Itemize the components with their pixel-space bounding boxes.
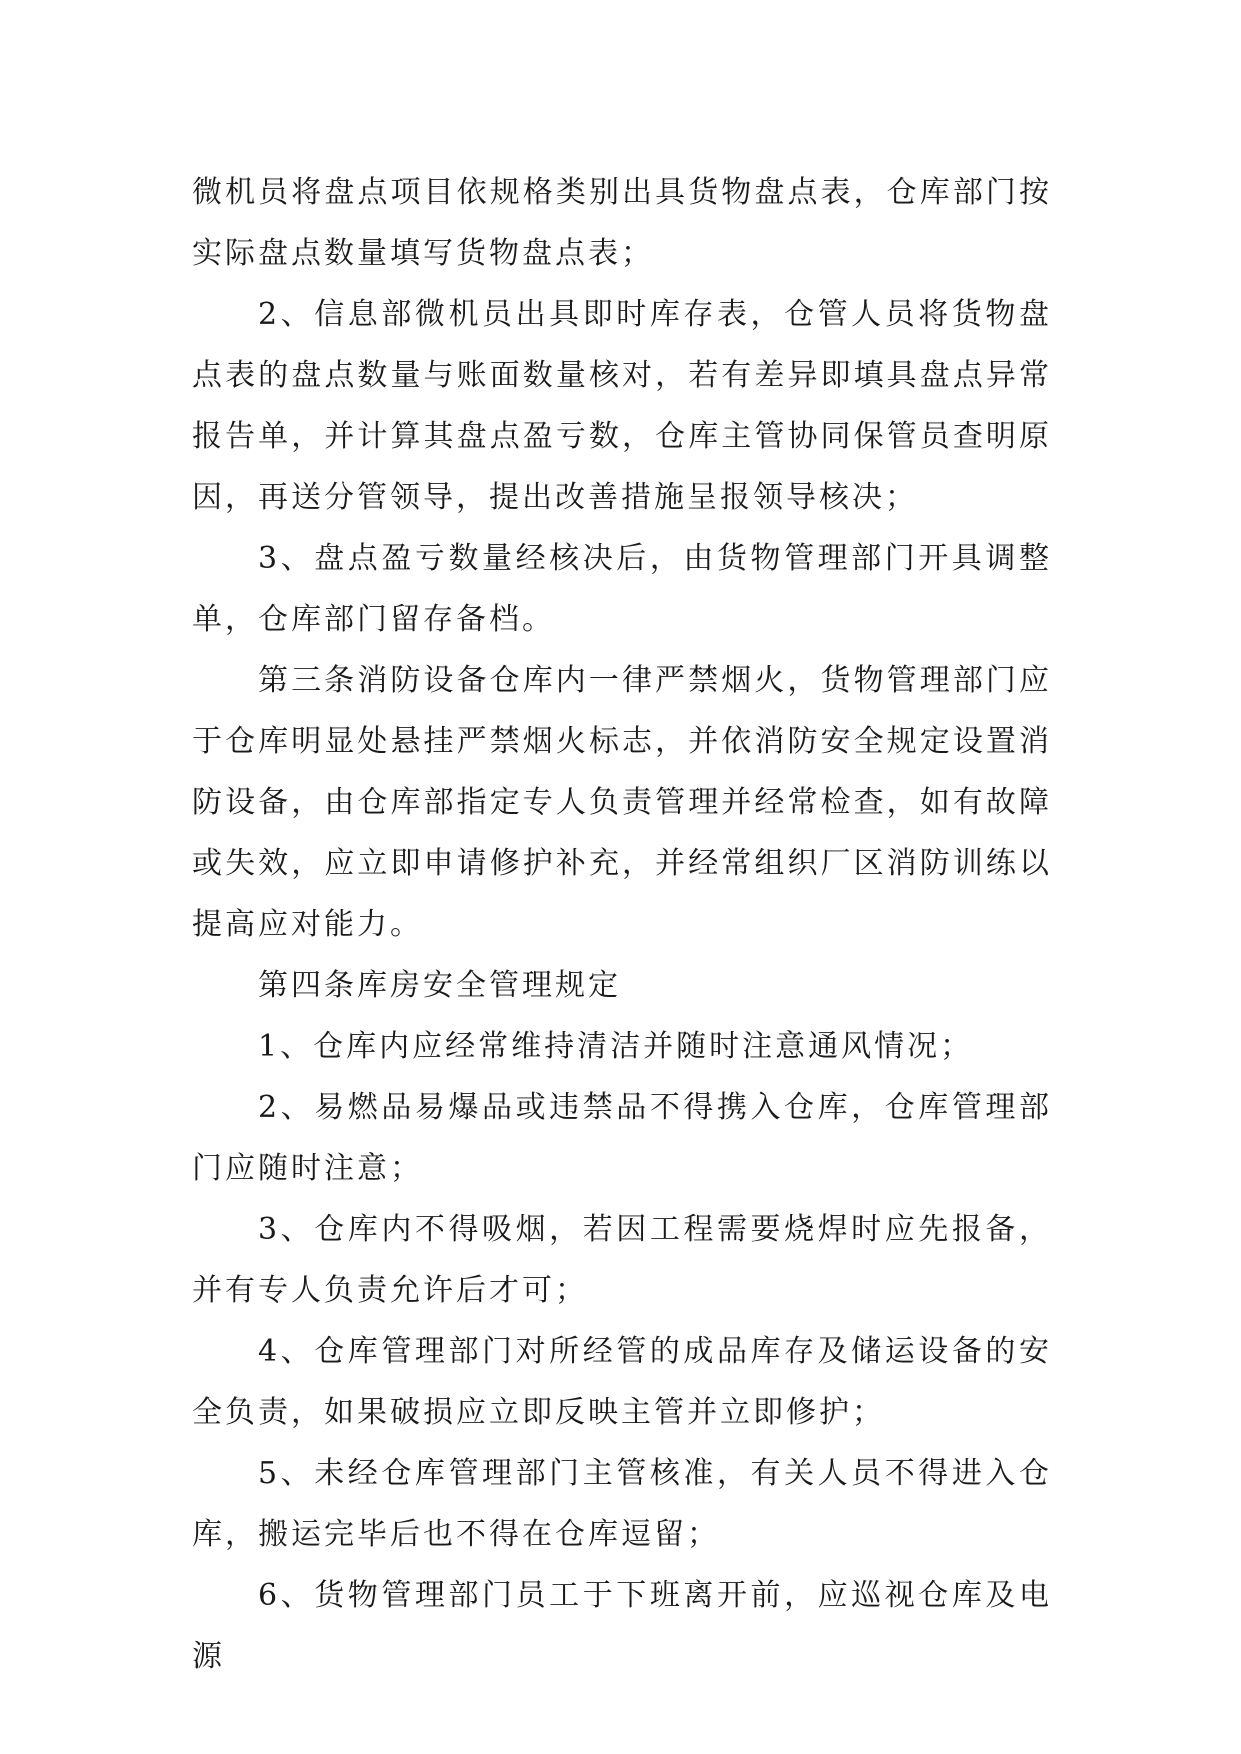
paragraph-item-3-adjustment: 3、盘点盈亏数量经核决后，由货物管理部门开具调整单，仓库部门留存备档。 bbox=[192, 541, 1052, 637]
body-text bbox=[192, 162, 1052, 1687]
paragraph-article-3-fire-safety: 第三条消防设备仓库内一律严禁烟火，货物管理部门应于仓库明显处悬挂严禁烟火标志，并依消防安全规定设置消防设备，由仓库部指定专人负责管理并经常检查，如有故障或失效，应立即申请修护补充，并经常组织厂区消防训练以提高应对能力。 bbox=[192, 663, 1052, 942]
paragraph-item-2-stock-check: 2、信息部微机员出具即时库存表，仓管人员将货物盘点表的盘点数量与账面数量核对，若有差异即填具盘点异常报告单，并计算其盘点盈亏数，仓库主管协同保管员查明原因，再送分管领导，提出改善措施呈报领导核决； bbox=[192, 297, 1052, 515]
paragraph-rule-1: 1、仓库内应经常维持清洁并随时注意通风情况； bbox=[258, 1029, 974, 1064]
paragraph-rule-4: 4、仓库管理部门对所经管的成品库存及储运设备的安全负责，如果破损应立即反映主管并立即修护； bbox=[192, 1334, 1052, 1430]
paragraph-article-4-heading: 第四条库房安全管理规定 bbox=[258, 968, 621, 1003]
paragraph-rule-5: 5、未经仓库管理部门主管核准，有关人员不得进入仓库，搬运完毕后也不得在仓库逗留； bbox=[192, 1456, 1052, 1552]
paragraph-rule-3: 3、仓库内不得吸烟，若因工程需要烧焊时应先报备，并有专人负责允许后才可； bbox=[192, 1212, 1052, 1308]
paragraph-inventory-sheet: 微机员将盘点项目依规格类别出具货物盘点表，仓库部门按实际盘点数量填写货物盘点表； bbox=[192, 175, 1052, 271]
paragraph-rule-6: 6、货物管理部门员工于下班离开前，应巡视仓库及电源 bbox=[192, 1578, 1052, 1674]
paragraph-rule-2: 2、易燃品易爆品或违禁品不得携入仓库，仓库管理部门应随时注意； bbox=[192, 1090, 1052, 1186]
